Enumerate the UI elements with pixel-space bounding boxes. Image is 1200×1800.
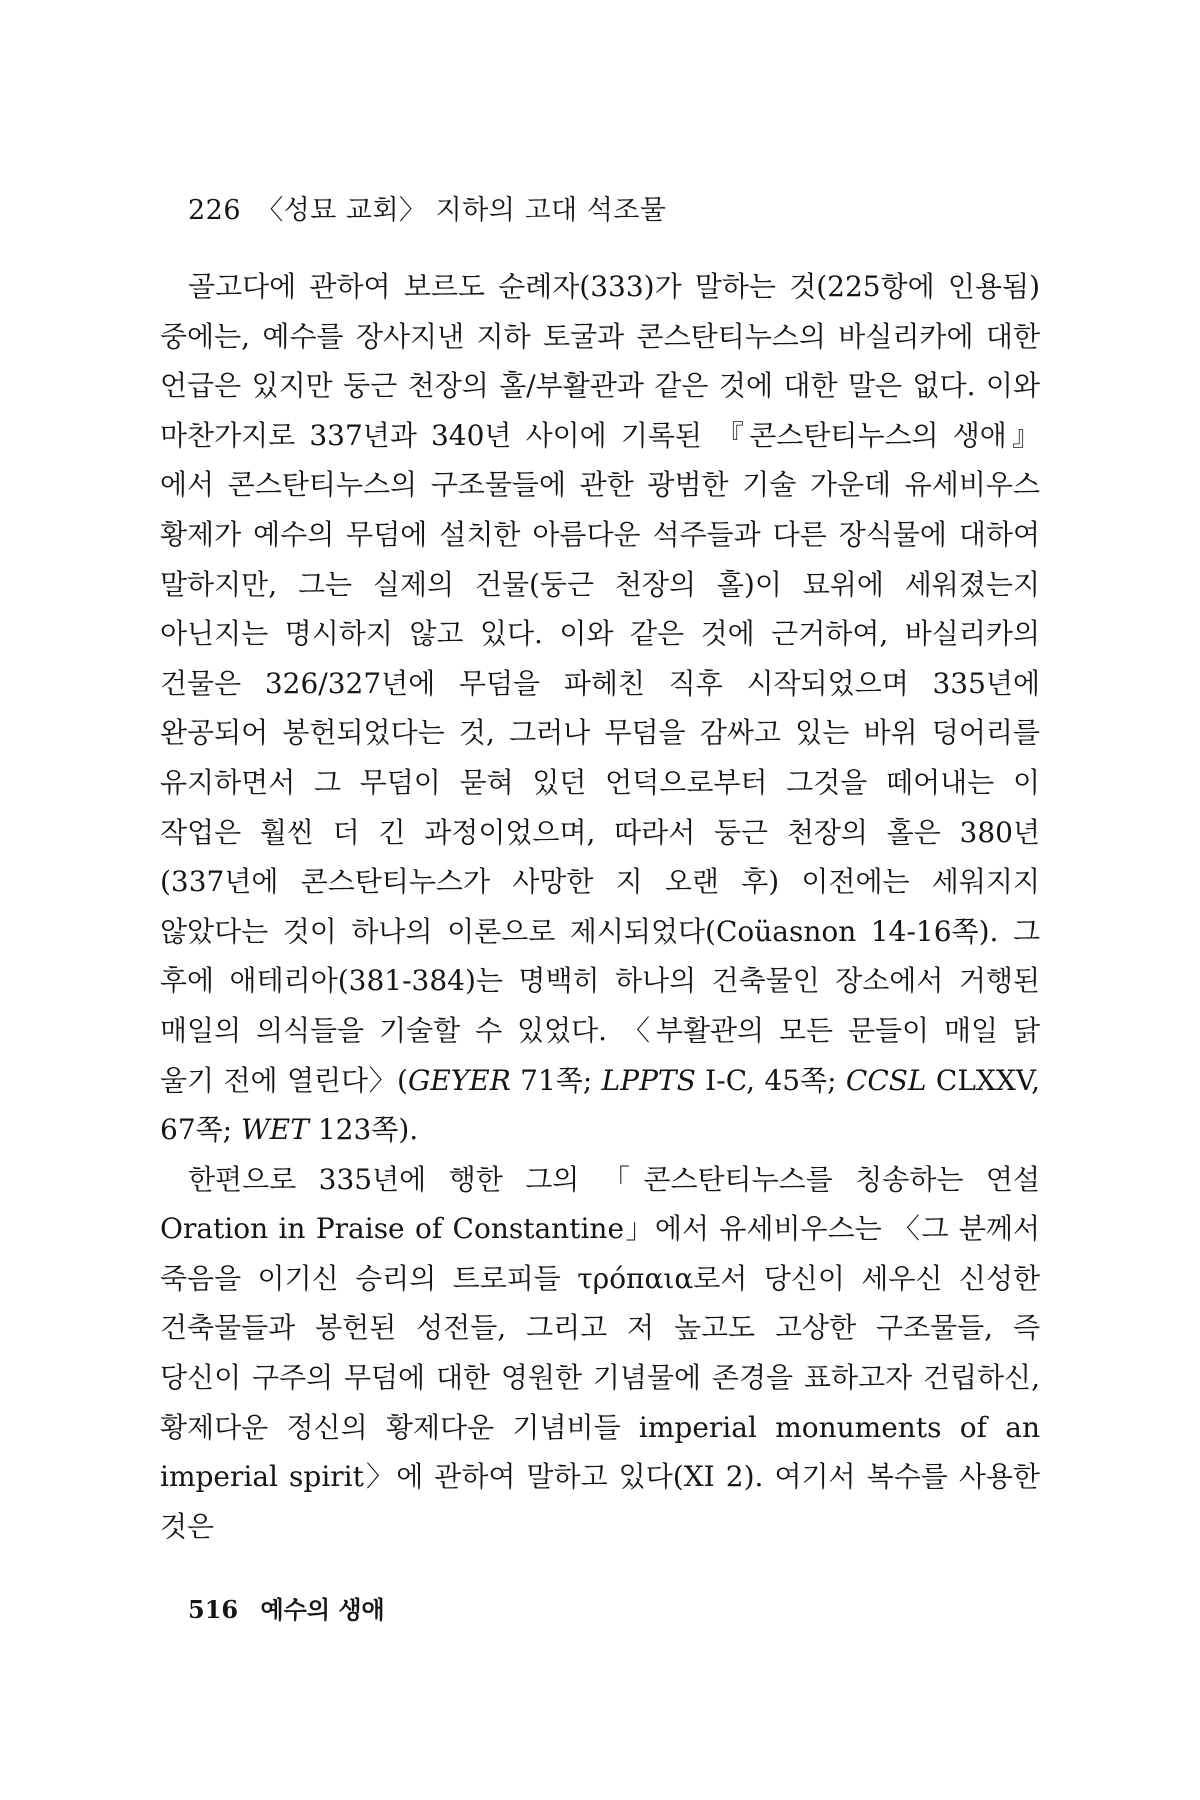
text-segment: 골고다에 관하여 보르도 순례자(333)가 말하는 것(225항에 인용됨) 중에는, 예수를 장사지낸 지하 토굴과 콘스탄티누스의 바실리카에 대한 언급은 있지만 둥근 천장의 홀/부활관과 같은 것에 대한 말은 없다. 이와 마찬가지로 337년과 340년 사이에 기록된 『콘스탄티누스의 생애』에서 콘스탄티누스의 구조물들에 관한 광범한 기술 가운데 유세비우스 황제가 예수의 무덤에 설치한 아름다운 석주들과 다른 장식물에 대하여 말하지만, 그는 실제의 건물(둥근 천장의 홀)이 묘위에 세워졌는지 아닌지는 명시하지 않고 있다. 이와 같은 것에 근거하여, 바실리카의 건물은 326/327년에 무덤을 파헤친 직후 시작되었으며 335년에 완공되어 봉헌되었다는 것, 그러나 무덤을 감싸고 있는 바위 덩어리를 유지하면서 그 무덤이 묻혀 있던 언덕으로부터 그것을 떼어내는 이 작업은 훨씬 더 긴 과정이었으며, 따라서 둥근 천장의 홀은 380년(337년에 콘스탄티누스가 사망한 지 오랜 후) 이전에는 세워지지 않았다는 것이 하나의 이론으로 제시되었다(Coüasnon 14-16쪽). 그 후에 애테리아(381-384)는 명백히 하나의 건축물인 장소에서 거행된 매일의 의식들을 기술할 수 있었다. 〈부활관의 모든 문들이 매일 닭 울기 전에 열린다〉( bbox=[160, 270, 1040, 1097]
paragraph-1 bbox=[160, 262, 1040, 1155]
running-title: 예수의 생애 bbox=[260, 1595, 385, 1624]
citation-wet: WET bbox=[241, 1113, 309, 1147]
paragraph-2 bbox=[160, 1155, 1040, 1552]
body-text bbox=[160, 262, 1040, 1551]
section-number: 226 bbox=[188, 195, 242, 226]
citation-ccsl: CCSL bbox=[845, 1063, 927, 1097]
text-segment: CLXXV, 67쪽; bbox=[160, 1063, 1041, 1147]
text-segment: 71쪽; bbox=[510, 1063, 602, 1097]
text-segment: 한편으로 335년에 행한 그의 「콘스탄티누스를 칭송하는 연설 Oration in Praise of Constantine」에서 유세비우스는 〈그 분께서 죽음을 이기신 승리의 트로피들 τρόπαια로서 당신이 세우신 신성한 건축물들과 봉헌된 성전들, 그리고 저 높고도 고상한 구조물들, 즉 당신이 구주의 무덤에 대한 영원한 기념물에 존경을 표하고자 건립하신, 황제다운 정신의 황제다운 기념비들 imperial monuments of an imperial spirit〉에 관하여 말하고 있다(XI 2). 여기서 복수를 사용한 것은 bbox=[160, 1162, 1040, 1543]
citation-lppts: LPPTS bbox=[601, 1063, 696, 1097]
section-heading bbox=[188, 188, 666, 227]
text-segment: I-C, 45쪽; bbox=[695, 1063, 846, 1097]
section-title: 〈성묘 교회〉 지하의 고대 석조물 bbox=[256, 195, 667, 226]
text-segment: 123쪽). bbox=[308, 1113, 419, 1147]
citation-geyer: GEYER bbox=[407, 1063, 511, 1097]
page-number: 516 bbox=[188, 1595, 239, 1624]
page-footer bbox=[188, 1590, 385, 1625]
